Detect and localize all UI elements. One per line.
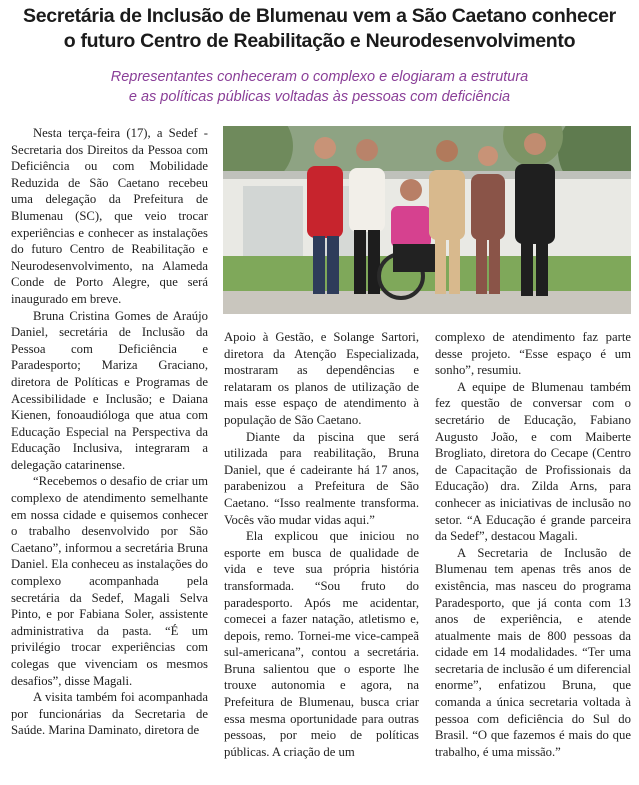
subtitle-line-1: Representantes conheceram o complexo e elogiaram a estrutura (110, 69, 529, 85)
article-column-1 (11, 125, 208, 739)
headline-line-1: Secretária de Inclusão de Blumenau vem a São Caetano conhecer (23, 5, 616, 27)
paragraph: A Secretaria de Inclusão de Blumenau tem apenas três anos de existência, mas nasceu do programa Paradesporto, que já conta com 13 anos de experiência, e atende atualmente mais de 800 pessoas da cidade em 14 modalidades. “Ter uma secretaria de inclusão é um diferencial enorme”, enfatizou Bruna, que comanda a única secretaria voltada à pessoa com deficiência do Sul do Brasil. “O que fazemos é mais do que trabalho, é uma missão.” (435, 545, 631, 759)
paragraph: A equipe de Blumenau também fez questão de conversar com o secretário de Educação, Fabiano Augusto João, e com Maiberte Brogliato, diretora do Cecape (Centro de Capacitação de Profissionais da Educação) dra. Zilda Arns, para conhecer as iniciativas de inclusão no setor. “A Educação é grande parceira da Sedef”, destacou Magali. (435, 379, 631, 544)
paragraph: complexo de atendimento faz parte desse projeto. “Esse espaço é um sonho”, resumiu. (435, 330, 631, 378)
headline-line-2: o futuro Centro de Reabilitação e Neurodesenvolvimento (63, 30, 576, 52)
paragraph: Nesta terça-feira (17), a Sedef - Secretaria dos Direitos da Pessoa com Deficiência ou com Mobilidade Reduzida de São Caetano recebeu uma delegação da Prefeitura de Blumenau (SC), que veio trocar experiências e conhecer as instalações do futuro Centro de Reabilitação e Neurodesenvolvimento, na Alameda Conde de Porto Alegre, que será inaugurado em breve. (11, 126, 208, 306)
article-column-2 (224, 329, 419, 760)
group-photo (223, 126, 631, 314)
paragraph: “Recebemos o desafio de criar um complexo de atendimento semelhante em nossa cidade e quisemos conhecer o trabalho desenvolvido por São Caetano”, informou a secretária Bruna Daniel. Ela conheceu as instalações do complexo acompanhada pela secretária da Sedef, Magali Selva Pinto, e por Fabiana Soler, assistente administrativa da pasta. “É um privilégio trocar experiências com colegas que vivenciam os mesmos desafios”, disse Magali. (11, 474, 208, 688)
paragraph: Apoio à Gestão, e Solange Sartori, diretora da Atenção Especializada, mostraram as dependências e relataram os planos de utilização de mais esse espaço de atendimento à população de São Caetano. (224, 330, 419, 427)
paragraph: Bruna Cristina Gomes de Araújo Daniel, secretária de Inclusão da Pessoa com Deficiência e Paradesporto; Mariza Graciano, diretora de Políticas e Programas de Acessibilidade e Inclusão; e Daiana Kienen, fonoaudióloga que atua com Educação Especial na Perspectiva da Educação Inclusiva, integraram a delegação catarinense. (11, 308, 208, 472)
paragraph: A visita também foi acompanhada por funcionárias da Secretaria de Saúde. Marina Daminato, diretora de (11, 690, 208, 738)
subtitle-line-2: e as políticas públicas voltadas às pessoas com deficiência (128, 89, 511, 105)
subtitle (6, 67, 633, 107)
headline (6, 4, 633, 54)
article-column-3 (435, 329, 631, 760)
paragraph: Ela explicou que iniciou no esporte em busca de qualidade de vida e teve sua própria história transformada. “Sou fruto do paradesporto. Após me acidentar, comecei a fazer natação, atletismo e, depois, remo. Tornei-me vice-campeã sul-americana”, contou a secretária. Bruna salientou que o esporte lhe trouxe autonomia e agora, na Prefeitura de Blumenau, busca criar essa mesma oportunidade para outras pessoas, por meio de políticas públicas. A criação de um (224, 529, 419, 759)
paragraph: Diante da piscina que será utilizada para reabilitação, Bruna Daniel, que é cadeirante há 17 anos, parabenizou a Prefeitura de São Caetano. “Isso realmente transforma. Vocês vão mudar vidas aqui.” (224, 429, 419, 527)
